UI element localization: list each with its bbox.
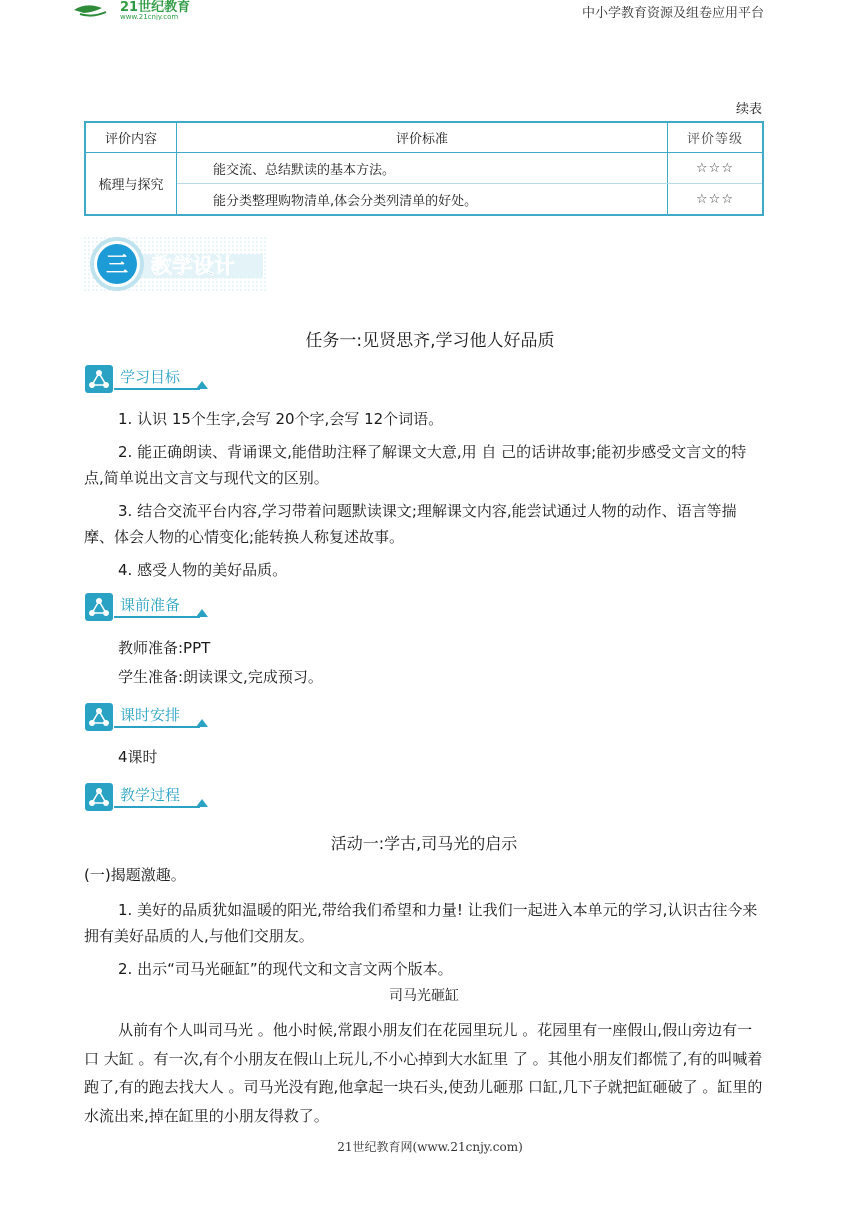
svg-text:www.21cnjy.com: www.21cnjy.com xyxy=(120,13,179,20)
network-icon xyxy=(84,702,114,732)
standard-cell: 能交流、总结默读的基本方法。 xyxy=(177,153,668,184)
tag-label: 课前准备 xyxy=(120,596,181,614)
grade-stars: ☆☆☆ xyxy=(668,153,764,184)
objective-3: 3. 结合交流平台内容,学习带着问题默读课文;理解课文内容,能尝试通过人物的动作、语言等揣摩、体会人物的心情变化;能转换人称复述故事。 xyxy=(84,502,737,546)
tag-label: 课时安排 xyxy=(120,706,181,724)
network-icon xyxy=(84,782,114,812)
tag-label: 学习目标 xyxy=(120,368,181,386)
network-icon xyxy=(84,592,114,622)
brand-logo xyxy=(72,0,232,20)
footer: 21世纪教育网(www.21cnjy.com) xyxy=(337,1140,523,1154)
objective-2: 2. 能正确朗读、背诵课文,能借助注释了解课文大意,用 自 己的话讲故事;能初步感受文言文的特点,简单说出文言文与现代文的区别。 xyxy=(84,443,747,487)
step-heading: (一)揭题激趣。 xyxy=(84,866,186,884)
process-paragraph-2: 2. 出示“司马光砸缸”的现代文和文言文两个版本。 xyxy=(118,960,453,978)
category-cell: 梳理与探究 xyxy=(85,153,177,216)
objective-1: 1. 认识 15个生字,会写 20个字,会写 12个词语。 xyxy=(118,410,444,428)
svg-text:21世纪教育: 21世纪教育 xyxy=(120,0,191,15)
platform-title: 中小学教育资源及组卷应用平台 xyxy=(581,6,764,21)
evaluation-table xyxy=(84,121,764,216)
header-grade: 评价等级 xyxy=(668,122,764,153)
standard-cell: 能分类整理购物清单,体会分类列清单的好处。 xyxy=(177,184,668,216)
objective-4: 4. 感受人物的美好品质。 xyxy=(118,561,288,579)
table-row xyxy=(85,184,763,216)
teacher-prep: 教师准备:PPT xyxy=(118,639,211,657)
table-header-row xyxy=(85,122,763,153)
continued-label: 续表 xyxy=(736,102,763,117)
svg-text:三: 三 xyxy=(105,253,129,278)
story-title: 司马光砸缸 xyxy=(389,988,459,1004)
story-text: 从前有个人叫司马光 。他小时候,常跟小朋友们在花园里玩儿 。花园里有一座假山,假山旁边有一 口 大缸 。有一次,有个小朋友在假山上玩儿,不小心掉到大水缸里 了 。其他小朋友们都慌了,有的叫喊着跑了,有的跑去找大人 。司马光没有跑,他拿起一块石头,使劲儿砸那 口缸,几下子就把缸砸破了 。缸里的水流出来,掉在缸里的小朋友得救了。 xyxy=(84,1021,763,1125)
schedule-value: 4课时 xyxy=(118,748,158,766)
section-tag-objectives xyxy=(84,364,204,394)
task-title: 任务一:见贤思齐,学习他人好品质 xyxy=(305,331,555,351)
section-tag-prep xyxy=(84,592,204,622)
network-icon xyxy=(84,364,114,394)
svg-text:教学设计: 教学设计 xyxy=(151,254,235,278)
process-paragraph-1: 1. 美好的品质犹如温暖的阳光,带给我们希望和力量! 让我们一起进入本单元的学习,认识古往今来拥有美好品质的人,与他们交朋友。 xyxy=(84,901,758,945)
student-prep: 学生准备:朗读课文,完成预习。 xyxy=(118,668,323,686)
section-tag-process xyxy=(84,782,204,812)
tag-label: 教学过程 xyxy=(120,786,181,804)
activity-title: 活动一:学古,司马光的启示 xyxy=(330,834,518,853)
table-row xyxy=(85,153,763,184)
header-content: 评价内容 xyxy=(85,122,177,153)
section-banner xyxy=(83,232,267,296)
header-standard: 评价标准 xyxy=(177,122,668,153)
section-tag-schedule xyxy=(84,702,204,732)
grade-stars: ☆☆☆ xyxy=(668,184,764,216)
